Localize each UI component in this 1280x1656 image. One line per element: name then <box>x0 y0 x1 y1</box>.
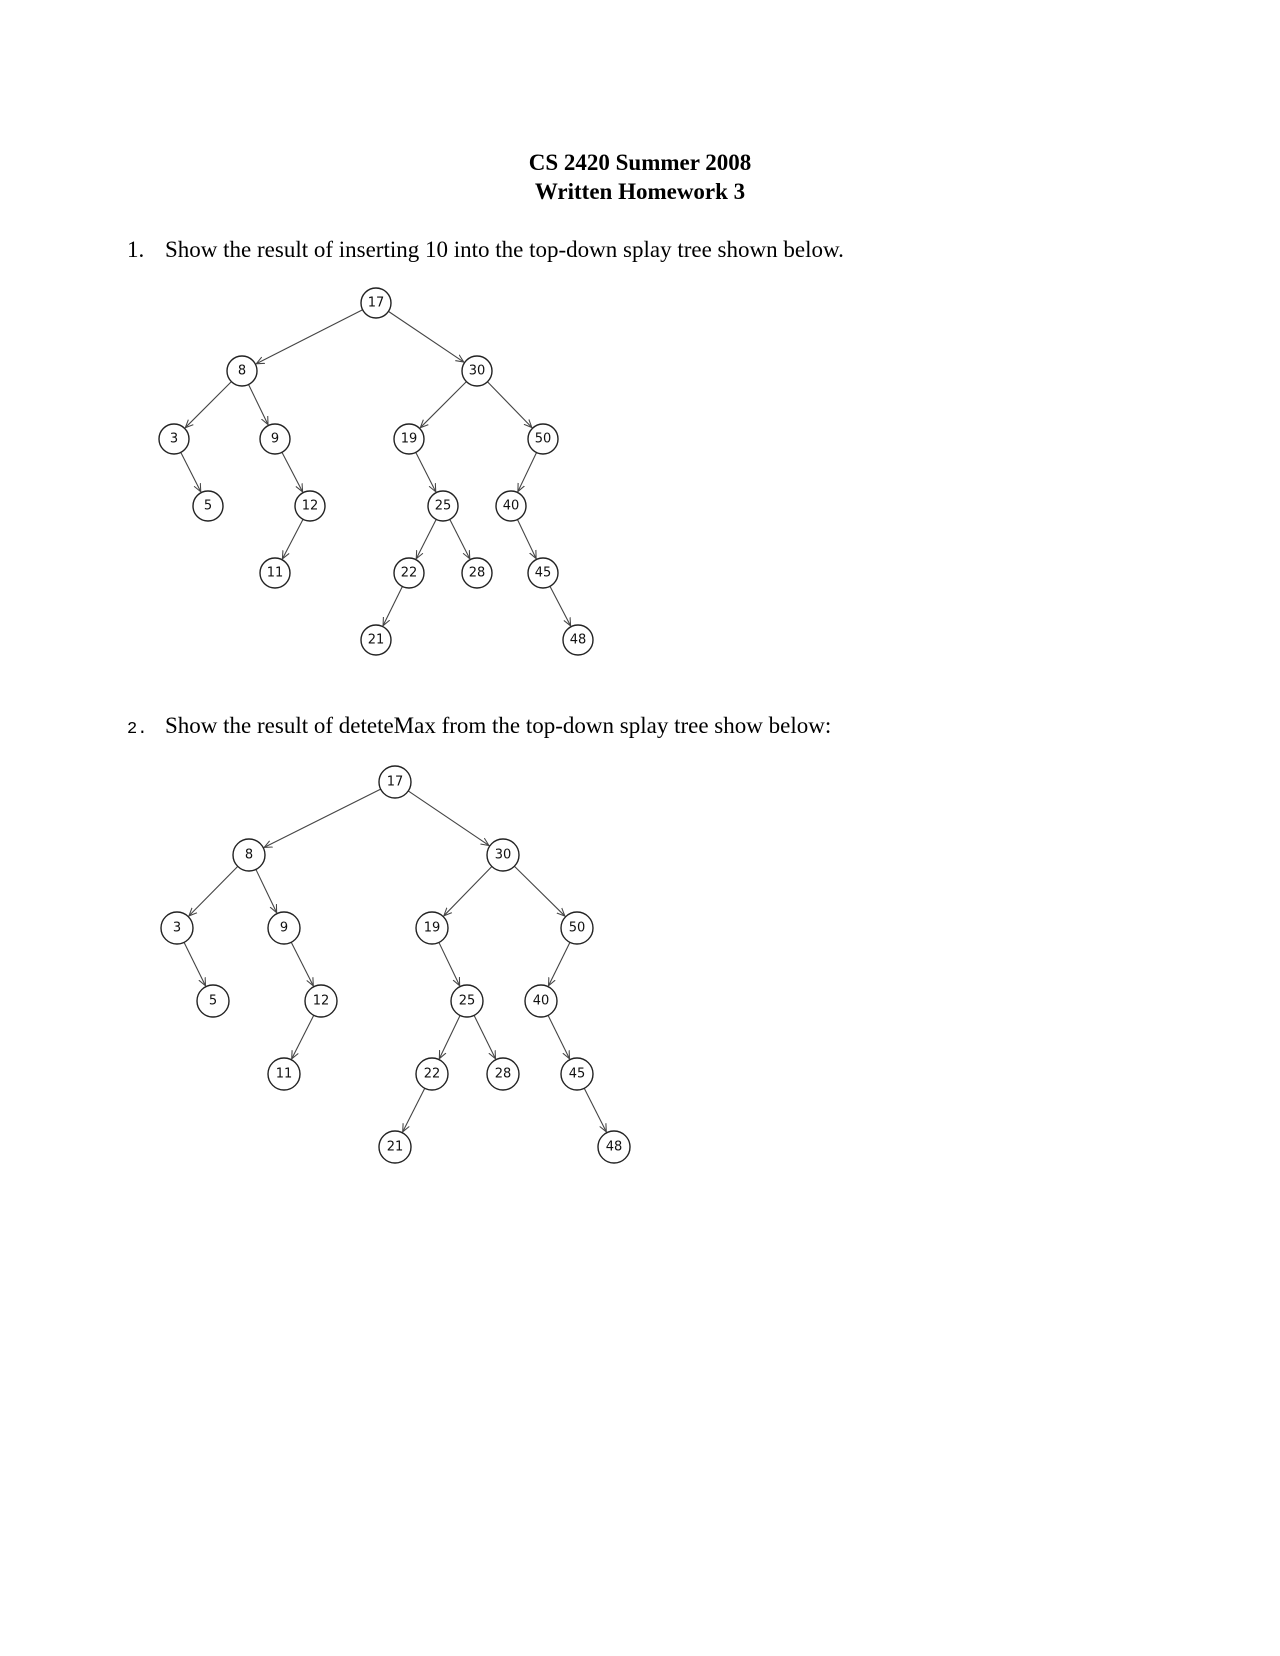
tree-node-label: 28 <box>494 1066 512 1082</box>
tree-node-label: 11 <box>275 1066 293 1082</box>
tree-node-label: 9 <box>279 920 289 936</box>
tree-node-label: 17 <box>367 295 385 311</box>
tree-node-label: 21 <box>367 632 385 648</box>
tree-node-label: 22 <box>423 1066 441 1082</box>
tree-edge-25-22 <box>439 1015 460 1058</box>
tree-node-label: 5 <box>208 993 218 1009</box>
tree-edge-8-9 <box>256 869 277 912</box>
tree-node-25 <box>451 985 483 1017</box>
tree-edge-17-8 <box>264 789 380 847</box>
tree-node-label: 40 <box>502 498 520 514</box>
tree-node-5 <box>197 985 229 1017</box>
tree-node-label: 11 <box>266 565 284 581</box>
tree-node-label: 45 <box>534 565 552 581</box>
tree-node-label: 48 <box>605 1139 623 1155</box>
tree-node-label: 19 <box>423 920 441 936</box>
tree-node-label: 21 <box>386 1139 404 1155</box>
tree-node-8 <box>233 839 265 871</box>
tree-node-label: 12 <box>312 993 330 1009</box>
question-2-number: 2. <box>127 720 148 739</box>
tree-node-label: 17 <box>386 774 404 790</box>
tree-edge-45-48 <box>584 1088 606 1132</box>
tree-node-3 <box>161 912 193 944</box>
tree-node-12 <box>305 985 337 1017</box>
assignment-title: Written Homework 3 <box>534 179 746 204</box>
tree-node-19 <box>416 912 448 944</box>
tree-node-label: 8 <box>237 363 247 379</box>
tree-node-label: 12 <box>301 498 319 514</box>
tree-node-label: 25 <box>434 498 452 514</box>
tree-node-21 <box>379 1131 411 1163</box>
tree-node-40 <box>525 985 557 1017</box>
course-title: CS 2420 Summer 2008 <box>528 150 752 175</box>
tree-node-label: 25 <box>458 993 476 1009</box>
tree-node-label: 45 <box>568 1066 586 1082</box>
tree-node-label: 19 <box>400 431 418 447</box>
tree-edge-9-12 <box>291 942 313 986</box>
tree-node-label: 30 <box>494 847 512 863</box>
tree-edge-3-5 <box>184 942 205 985</box>
tree-node-label: 3 <box>172 920 182 936</box>
tree-node-9 <box>268 912 300 944</box>
tree-edge-17-30 <box>408 791 489 846</box>
tree-edge-30-50 <box>514 866 565 916</box>
tree-node-22 <box>416 1058 448 1090</box>
tree-node-label: 8 <box>244 847 254 863</box>
tree-node-label: 3 <box>169 431 179 447</box>
tree-node-45 <box>561 1058 593 1090</box>
question-2-text: Show the result of deteteMax from the top-down splay tree show below: <box>165 713 832 738</box>
tree-node-28 <box>487 1058 519 1090</box>
tree-node-48 <box>598 1131 630 1163</box>
tree-node-label: 50 <box>568 920 586 936</box>
tree-edge-8-3 <box>189 866 238 916</box>
tree-node-label: 50 <box>534 431 552 447</box>
tree-node-label: 48 <box>569 632 587 648</box>
tree-node-50 <box>561 912 593 944</box>
tree-edge-19-25 <box>439 942 460 985</box>
question-1-number: 1. <box>127 237 145 262</box>
tree-node-17 <box>379 766 411 798</box>
tree-node-label: 22 <box>400 565 418 581</box>
question-1-text: Show the result of inserting 10 into the top-down splay tree shown below. <box>165 237 844 262</box>
tree-node-11 <box>268 1058 300 1090</box>
tree-node-label: 9 <box>270 431 280 447</box>
tree-node-label: 30 <box>468 363 486 379</box>
tree-node-30 <box>487 839 519 871</box>
tree-edge-40-45 <box>548 1015 569 1058</box>
tree-node-label: 40 <box>532 993 550 1009</box>
tree-edge-50-40 <box>549 942 570 985</box>
tree-edge-12-11 <box>292 1015 314 1059</box>
tree-edge-30-19 <box>444 866 492 915</box>
tree-node-label: 28 <box>468 565 486 581</box>
tree-edge-22-21 <box>403 1088 425 1132</box>
tree-edge-25-28 <box>474 1015 495 1058</box>
tree-node-label: 5 <box>203 498 213 514</box>
